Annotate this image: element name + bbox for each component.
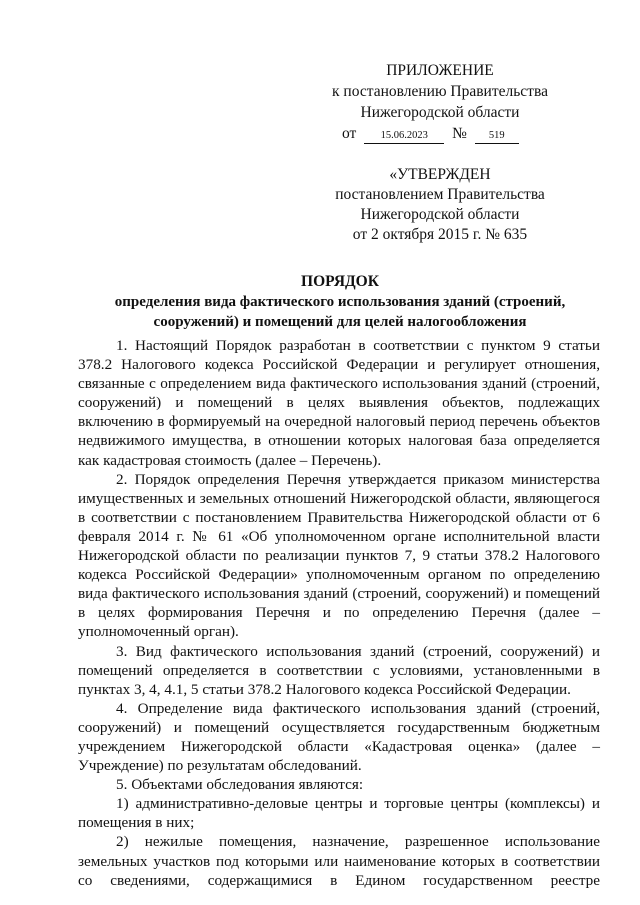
annex-line-3: Нижегородской области [360, 104, 520, 121]
paragraph-2: 2. Порядок определения Перечня утверждается приказом министерства имущественных и земельных отношений Нижегородской области, являющегося в соответствии с постановлением Правительства Нижегородской области от 6 февраля 2014 г. № 61 «Об уполномоченном органе исполнительной власти Нижегородской области по реализации пунктов 7, 9 статьи 378.2 Налогового кодекса Российской Федерации» уполномоченным органом по определению вида фактического использования зданий (строений, сооружений) и помещений в целях формирования Перечня и по определению Перечня (далее – уполномоченный орган). [78, 470, 600, 641]
annex-date: 15.06.2023 [364, 129, 444, 144]
paragraph-1: 1. Настоящий Порядок разработан в соответствии с пунктом 9 статьи 378.2 Налогового кодекса Российской Федерации и регулирует отношения, связанные с определением вида фактического использования зданий (строений, сооружений) и помещений в целях выявления объектов, подлежащих включению в формируемый на очередной налоговый период перечень объектов недвижимого имущества, в отношении которых налоговая база определяется как кадастровая стоимость (далее – Перечень). [78, 337, 600, 469]
paragraph-3: 3. Вид фактического использования зданий (строений, сооружений) и помещений определяется в соответствии с условиями, установленными в пунктах 3, 4, 4.1, 5 статьи 378.2 Налогового кодекса Российской Федерации. [78, 642, 600, 698]
approved-line-4: от 2 октября 2015 г. № 635 [352, 226, 528, 243]
annex-date-number [330, 123, 550, 144]
annex-title: ПРИЛОЖЕНИЕ [386, 62, 494, 79]
approved-line-2: постановлением Правительства [335, 186, 545, 203]
approved-line-1: «УТВЕРЖДЕН [389, 166, 491, 183]
document-title: ПОРЯДОК [301, 273, 379, 290]
approved-block [330, 165, 550, 245]
annex-number-label: № [452, 125, 467, 142]
document-subtitle: определения вида фактического использования зданий (строений, сооружений) и помещений для целей налогообложения [114, 294, 566, 330]
annex-from-label: от [342, 125, 357, 142]
paragraph-4: 4. Определение вида фактического использования зданий (строений, сооружений) и помещений осуществляется государственным бюджетным учреждением Нижегородской области «Кадастровая оценка» (далее – Учреждение) по результатам обследований. [78, 699, 600, 775]
annex-number: 519 [475, 129, 519, 144]
list-item-1: 1) административно-деловые центры и торговые центры (комплексы) и помещения в них; [78, 795, 600, 832]
annex-line-2: к постановлению Правительства [332, 83, 548, 100]
annex-block [330, 60, 550, 144]
paragraph-5: 5. Объектами обследования являются: [116, 776, 364, 794]
list-item-2: 2) нежилые помещения, назначение, разрешенное использование земельных участков под которыми или наименование которых в соответствии со сведениями, содержащимися в Едином государственном реестре [78, 833, 600, 889]
document-body [78, 336, 600, 890]
approved-line-3: Нижегородской области [360, 206, 520, 223]
